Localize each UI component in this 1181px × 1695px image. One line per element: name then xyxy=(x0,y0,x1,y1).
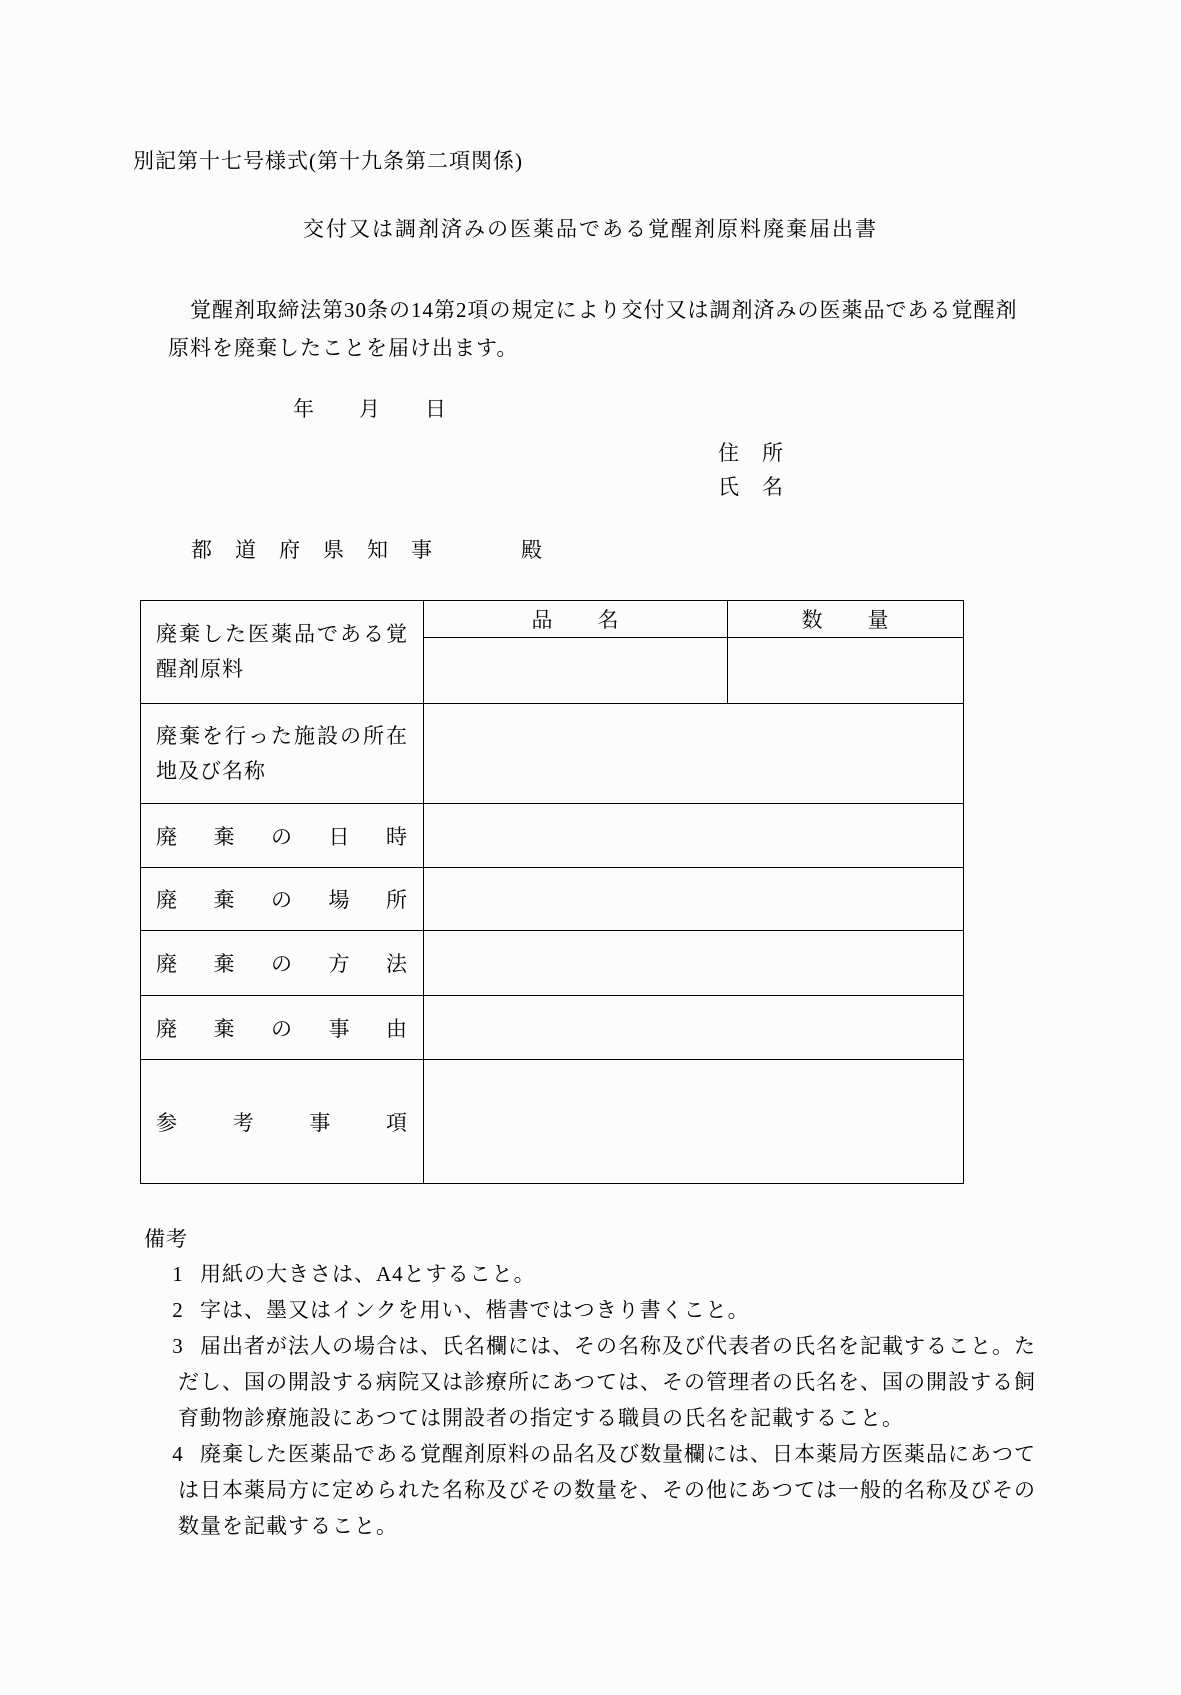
row-label-reference: 参 考 事 項 xyxy=(141,1060,424,1184)
place-entry-cell xyxy=(424,868,964,931)
remark-item-3 xyxy=(140,1328,1050,1436)
row-label-reason: 廃 棄 の 事 由 xyxy=(141,996,424,1060)
remark-3-number: 3 xyxy=(172,1334,183,1358)
row-label-facility: 廃棄を行った施設の所在地及び名称 xyxy=(141,704,424,804)
body-paragraph-line1: 覚醒剤取締法第30条の14第2項の規定により交付又は調剤済みの医薬品である覚醒剤 xyxy=(190,298,1018,322)
row-label-disposed-material: 廃棄した医薬品である覚醒剤原料 xyxy=(141,601,424,704)
body-paragraph xyxy=(168,291,1048,367)
row-label-place: 廃 棄 の 場 所 xyxy=(141,868,424,931)
remark-3-text-line2: だし、国の開設する病院又は診療所にあつては、その管理者の氏名を、国の開設する飼 xyxy=(178,1370,1036,1394)
row-label-datetime: 廃 棄 の 日 時 xyxy=(141,804,424,868)
item-name-entry-cell xyxy=(424,638,728,704)
remark-4-text-line1: 廃棄した医薬品である覚醒剤原料の品名及び数量欄には、日本薬局方医薬品にあつて xyxy=(200,1442,1036,1466)
remarks-list xyxy=(140,1256,1050,1544)
facility-entry-cell xyxy=(424,704,964,804)
method-entry-cell xyxy=(424,931,964,996)
name-label: 氏 名 xyxy=(718,475,784,499)
disposal-form-table xyxy=(140,600,964,1184)
column-header-item-name: 品 名 xyxy=(424,601,728,638)
reference-entry-cell xyxy=(424,1060,964,1184)
column-header-quantity: 数 量 xyxy=(728,601,964,638)
remark-item-1 xyxy=(140,1256,1050,1292)
remark-1-number: 1 xyxy=(172,1262,183,1286)
datetime-entry-cell xyxy=(424,804,964,868)
signer-block xyxy=(718,436,784,504)
remark-2-text: 字は、墨又はインクを用い、楷書ではつきり書くこと。 xyxy=(200,1298,750,1322)
remarks-heading: 備考 xyxy=(144,1227,188,1251)
document-title: 交付又は調剤済みの医薬品である覚醒剤原料廃棄届出書 xyxy=(303,217,878,241)
remark-4-text-line3: 数量を記載すること。 xyxy=(178,1514,398,1538)
date-line: 年 月 日 xyxy=(293,397,447,421)
row-label-method: 廃 棄 の 方 法 xyxy=(141,931,424,996)
remark-3-text-line1: 届出者が法人の場合は、氏名欄には、その名称及び代表者の氏名を記載すること。た xyxy=(200,1334,1036,1358)
body-paragraph-line2: 原料を廃棄したことを届け出ます。 xyxy=(168,336,519,360)
quantity-entry-cell xyxy=(728,638,964,704)
address-label: 住 所 xyxy=(718,441,784,465)
reason-entry-cell xyxy=(424,996,964,1060)
remark-4-number: 4 xyxy=(172,1442,183,1466)
remark-1-text: 用紙の大きさは、A4とすること。 xyxy=(200,1262,536,1286)
remark-3-text-line3: 育動物診療施設にあつては開設者の指定する職員の氏名を記載すること。 xyxy=(178,1406,904,1430)
recipient-line: 都 道 府 県 知 事 殿 xyxy=(191,538,543,562)
remark-item-4 xyxy=(140,1436,1050,1544)
form-number-line: 別記第十七号様式(第十九条第二項関係) xyxy=(133,149,523,173)
remark-4-text-line2: は日本薬局方に定められた名称及びその数量を、その他にあつては一般的名称及びその xyxy=(178,1478,1036,1502)
remark-2-number: 2 xyxy=(172,1298,183,1322)
remark-item-2 xyxy=(140,1292,1050,1328)
